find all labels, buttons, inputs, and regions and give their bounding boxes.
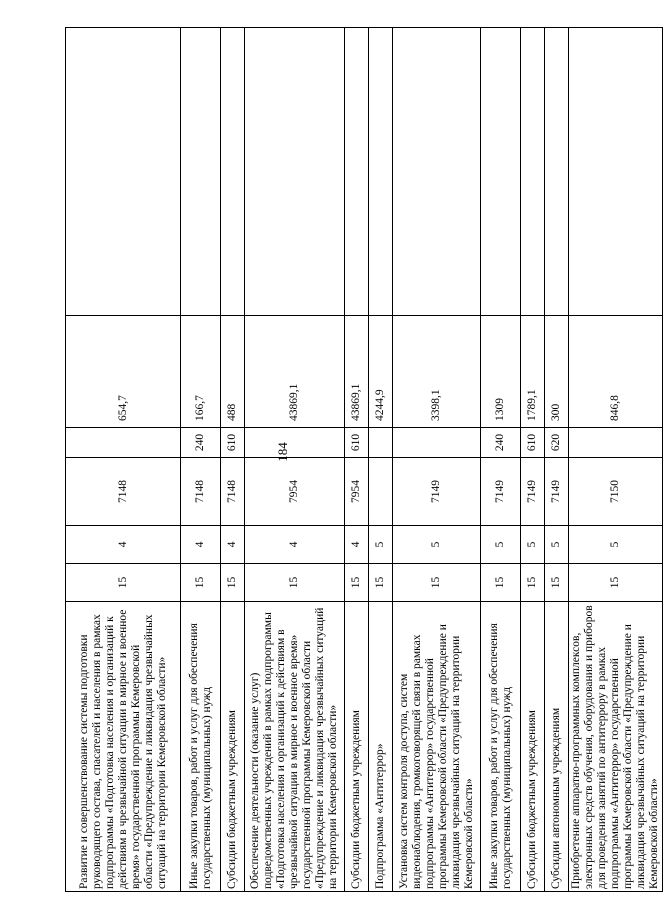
subsection-code-cell: 4 xyxy=(345,526,369,564)
subsection-code-cell: 5 xyxy=(393,526,481,564)
row-name-cell: Иные закупки товаров, работ и услуг для обеспечения государственных (муниципальных) нужд xyxy=(181,602,221,892)
expense-type-code-cell xyxy=(245,428,345,458)
row-name-cell: Субсидии бюджетным учреждениям xyxy=(521,602,545,892)
row-name-cell: Субсидии бюджетным учреждениям xyxy=(345,602,369,892)
subsection-code-cell: 5 xyxy=(545,526,569,564)
row-name-cell: Субсидии автономным учреждениям xyxy=(545,602,569,892)
row-name-cell: Обеспечение деятельности (оказание услуг) подведомственных учреждений в рамках подпрограммы «Подготовка населения и организаций к действиям в чрезвычайной ситуации в мирное и военное время» государственной программы Кемеровской области «Предупреждение и ликвидация чрезвычайных ситуаций на территории Кемеровской области» xyxy=(245,602,345,892)
row-name-cell: Установка систем контроля доступа, систем видеонаблюдения, громкоговорящей связи в рамках подпрограммы «Антитеррор» государственной программы Кемеровской области «Предупреждение и ликвидация чрезвычайных ситуаций на территории Кемеровской области» xyxy=(393,602,481,892)
subsection-code-cell: 5 xyxy=(521,526,545,564)
section-code-cell: 15 xyxy=(369,564,393,602)
target-item-code-cell: 7148 xyxy=(221,458,245,526)
table-row xyxy=(245,28,345,892)
amount-cell: 3398,1 xyxy=(393,316,481,428)
table-row xyxy=(345,28,369,892)
subsection-code-cell: 5 xyxy=(569,526,663,564)
expense-type-code-cell xyxy=(66,428,181,458)
table-row xyxy=(481,28,521,892)
empty-cell xyxy=(481,28,521,316)
table-row xyxy=(221,28,245,892)
empty-cell xyxy=(221,28,245,316)
row-name-cell: Подпрограмма «Антитеррор» xyxy=(369,602,393,892)
row-name-cell: Развитие и совершенствование системы подготовки руководящего состава, спасателей и населения в рамках подпрограммы «Подготовка населения и организаций к действиям в чрезвычайной ситуации в мирное и военное время» государственной программы Кемеровской области «Предупреждение и ликвидация чрезвычайных ситуаций на территории Кемеровской области» xyxy=(66,602,181,892)
target-item-code-cell: 7149 xyxy=(481,458,521,526)
table-row xyxy=(393,28,481,892)
expense-type-code-cell xyxy=(569,428,663,458)
subsection-code-cell: 4 xyxy=(66,526,181,564)
section-code-cell: 15 xyxy=(181,564,221,602)
row-name-cell: Субсидии бюджетным учреждениям xyxy=(221,602,245,892)
section-code-cell: 15 xyxy=(345,564,369,602)
target-item-code-cell: 7149 xyxy=(545,458,569,526)
table-row xyxy=(66,28,181,892)
subsection-code-cell: 5 xyxy=(481,526,521,564)
empty-cell xyxy=(369,28,393,316)
expense-type-code-cell: 620 xyxy=(545,428,569,458)
amount-cell: 43869,1 xyxy=(345,316,369,428)
empty-cell xyxy=(245,28,345,316)
target-item-code-cell: 7149 xyxy=(521,458,545,526)
amount-cell: 4244,9 xyxy=(369,316,393,428)
target-item-code-cell xyxy=(369,458,393,526)
section-code-cell: 15 xyxy=(221,564,245,602)
section-code-cell: 15 xyxy=(545,564,569,602)
expense-type-code-cell xyxy=(369,428,393,458)
row-name-cell: Иные закупки товаров, работ и услуг для обеспечения государственных (муниципальных) нужд xyxy=(481,602,521,892)
table-row xyxy=(369,28,393,892)
rotated-page xyxy=(65,28,660,892)
empty-cell xyxy=(345,28,369,316)
expense-type-code-cell: 610 xyxy=(521,428,545,458)
subsection-code-cell: 4 xyxy=(221,526,245,564)
section-code-cell: 15 xyxy=(481,564,521,602)
empty-cell xyxy=(521,28,545,316)
amount-cell: 43869,1 xyxy=(245,316,345,428)
target-item-code-cell: 7148 xyxy=(181,458,221,526)
empty-cell xyxy=(545,28,569,316)
section-code-cell: 15 xyxy=(66,564,181,602)
section-code-cell: 15 xyxy=(393,564,481,602)
expense-type-code-cell xyxy=(393,428,481,458)
expense-type-code-cell: 240 xyxy=(481,428,521,458)
section-code-cell: 15 xyxy=(569,564,663,602)
expense-type-code-cell: 610 xyxy=(345,428,369,458)
amount-cell: 1789,1 xyxy=(521,316,545,428)
section-code-cell: 15 xyxy=(245,564,345,602)
subsection-code-cell: 4 xyxy=(245,526,345,564)
amount-cell: 846,8 xyxy=(569,316,663,428)
target-item-code-cell: 7149 xyxy=(393,458,481,526)
table-row xyxy=(181,28,221,892)
table-row xyxy=(545,28,569,892)
budget-table-container xyxy=(65,28,660,892)
target-item-code-cell: 7954 xyxy=(245,458,345,526)
amount-cell: 300 xyxy=(545,316,569,428)
amount-cell: 166,7 xyxy=(181,316,221,428)
amount-cell: 1309 xyxy=(481,316,521,428)
section-code-cell: 15 xyxy=(521,564,545,602)
expense-type-code-cell: 240 xyxy=(181,428,221,458)
row-name-cell: Приобретение аппаратно-программных комплексов, электронных средств обучения, оборудования и приборов для проведения занятий по антитеррору в рамках подпрограммы «Антитеррор» государственной программы Кемеровской области «Предупреждение и ликвидация чрезвычайных ситуаций на территории Кемеровской области» xyxy=(569,602,663,892)
expense-type-code-cell: 610 xyxy=(221,428,245,458)
target-item-code-cell: 7148 xyxy=(66,458,181,526)
subsection-code-cell: 5 xyxy=(369,526,393,564)
target-item-code-cell: 7150 xyxy=(569,458,663,526)
budget-table xyxy=(65,27,663,892)
table-row xyxy=(521,28,545,892)
page-number: 184 xyxy=(275,442,290,462)
amount-cell: 488 xyxy=(221,316,245,428)
empty-cell xyxy=(66,28,181,316)
table-row xyxy=(569,28,663,892)
empty-cell xyxy=(181,28,221,316)
target-item-code-cell: 7954 xyxy=(345,458,369,526)
subsection-code-cell: 4 xyxy=(181,526,221,564)
amount-cell: 654,7 xyxy=(66,316,181,428)
empty-cell xyxy=(393,28,481,316)
empty-cell xyxy=(569,28,663,316)
